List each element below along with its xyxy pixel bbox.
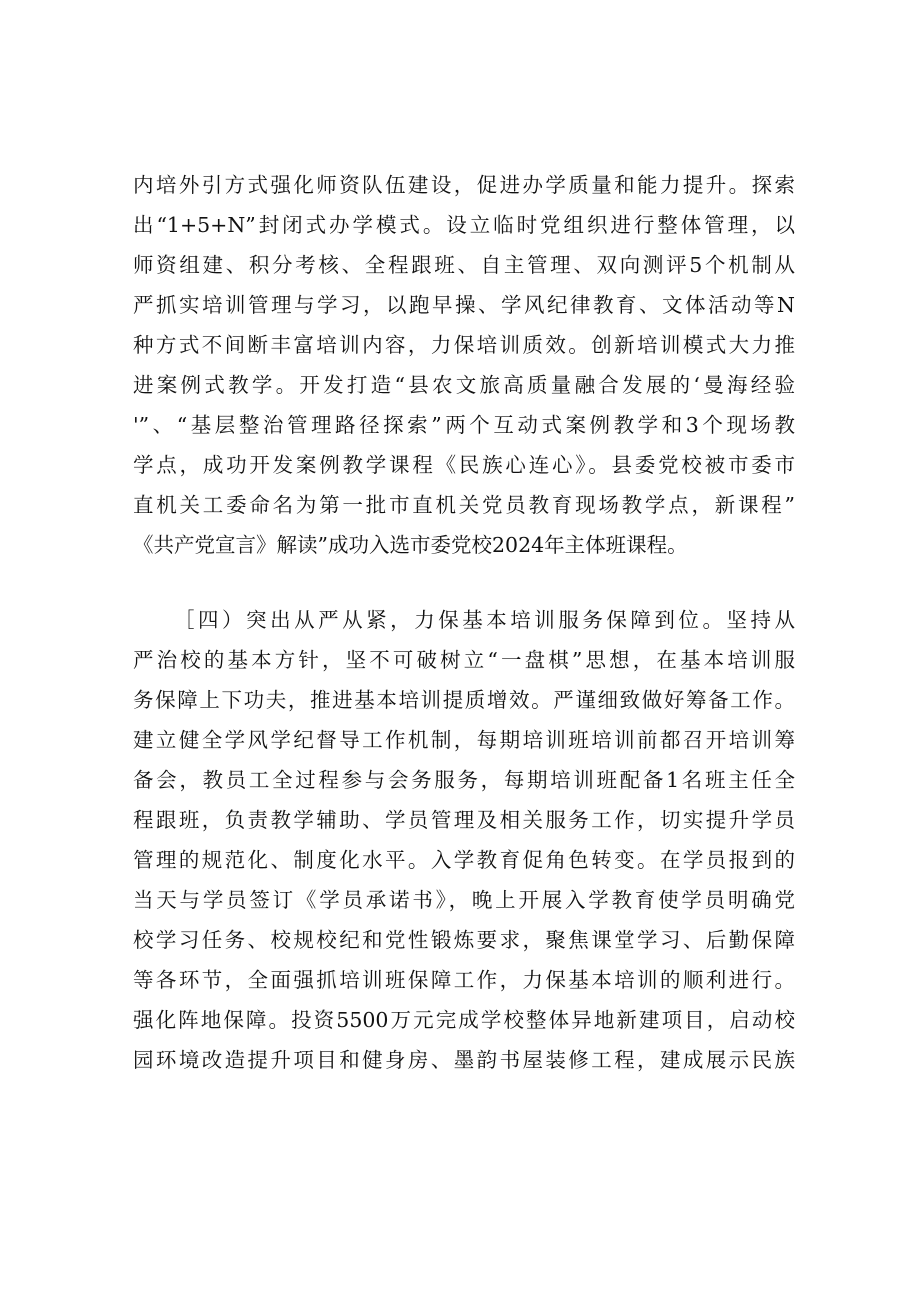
paragraph-2-line-12: 园环境改造提升项目和健身房、墨韵书屋装修工程，建成展示民族	[133, 1048, 795, 1072]
paragraph-2-line-10: 等各环节，全面强抓培训班保障工作，力保基本培训的顺利进行。	[133, 968, 795, 992]
paragraph-2-line-4: 建立健全学风学纪督导工作机制，每期培训班培训前都召开培训筹	[133, 728, 795, 752]
paragraph-1-line-1: 内培外引方式强化师资队伍建设，促进办学质量和能力提升。探索	[133, 173, 795, 197]
paragraph-1-line-6: 进案例式教学。开发打造“县农文旅高质量融合发展的‘曼海经验	[133, 373, 795, 397]
paragraph-2-line-8: 当天与学员签订《学员承诺书》，晚上开展入学教育使学员明确党	[133, 888, 795, 912]
paragraph-2-line-2: 严治校的基本方针，坚不可破树立“一盘棋”思想，在基本培训服	[133, 648, 795, 672]
paragraph-1-line-4: 严抓实培训管理与学习，以跑早操、学风纪律教育、文体活动等N	[133, 293, 795, 317]
paragraph-2-line-3: 务保障上下功夫，推进基本培训提质增效。严谨细致做好筹备工作。	[133, 688, 795, 712]
paragraph-2-line-5: 备会，教员工全过程参与会务服务，每期培训班配备1名班主任全	[133, 768, 795, 792]
paragraph-1-line-5: 种方式不间断丰富培训内容，力保培训质效。创新培训模式大力推	[133, 333, 795, 357]
paragraph-1-line-8: 学点，成功开发案例教学课程《民族心连心》。县委党校被市委市	[133, 453, 795, 477]
paragraph-2-line-11: 强化阵地保障。投资5500万元完成学校整体异地新建项目，启动校	[133, 1008, 795, 1032]
paragraph-1-line-7: '”、“基层整治管理路径探索”两个互动式案例教学和3个现场教	[133, 413, 795, 437]
paragraph-1-line-10: 《共产党宣言》解读”成功入选市委党校2024年主体班课程。	[133, 533, 688, 557]
paragraph-2-line-9: 校学习任务、校规校纪和党性锻炼要求，聚焦课堂学习、后勤保障	[133, 928, 795, 952]
paragraph-2-line-7: 管理的规范化、制度化水平。入学教育促角色转变。在学员报到的	[133, 848, 795, 872]
paragraph-2-line-1: ［四）突出从严从紧，力保基本培训服务保障到位。坚持从	[174, 608, 795, 632]
paragraph-1	[133, 165, 795, 565]
paragraph-2-line-6: 程跟班，负责教学辅助、学员管理及相关服务工作，切实提升学员	[133, 808, 795, 832]
paragraph-2	[133, 600, 795, 1080]
paragraph-1-line-9: 直机关工委命名为第一批市直机关党员教育现场教学点，新课程”	[133, 493, 795, 517]
paragraph-1-line-3: 师资组建、积分考核、全程跟班、自主管理、双向测评5个机制从	[133, 253, 795, 277]
paragraph-1-line-2: 出“1+5+N”封闭式办学模式。设立临时党组织进行整体管理，以	[133, 213, 795, 237]
